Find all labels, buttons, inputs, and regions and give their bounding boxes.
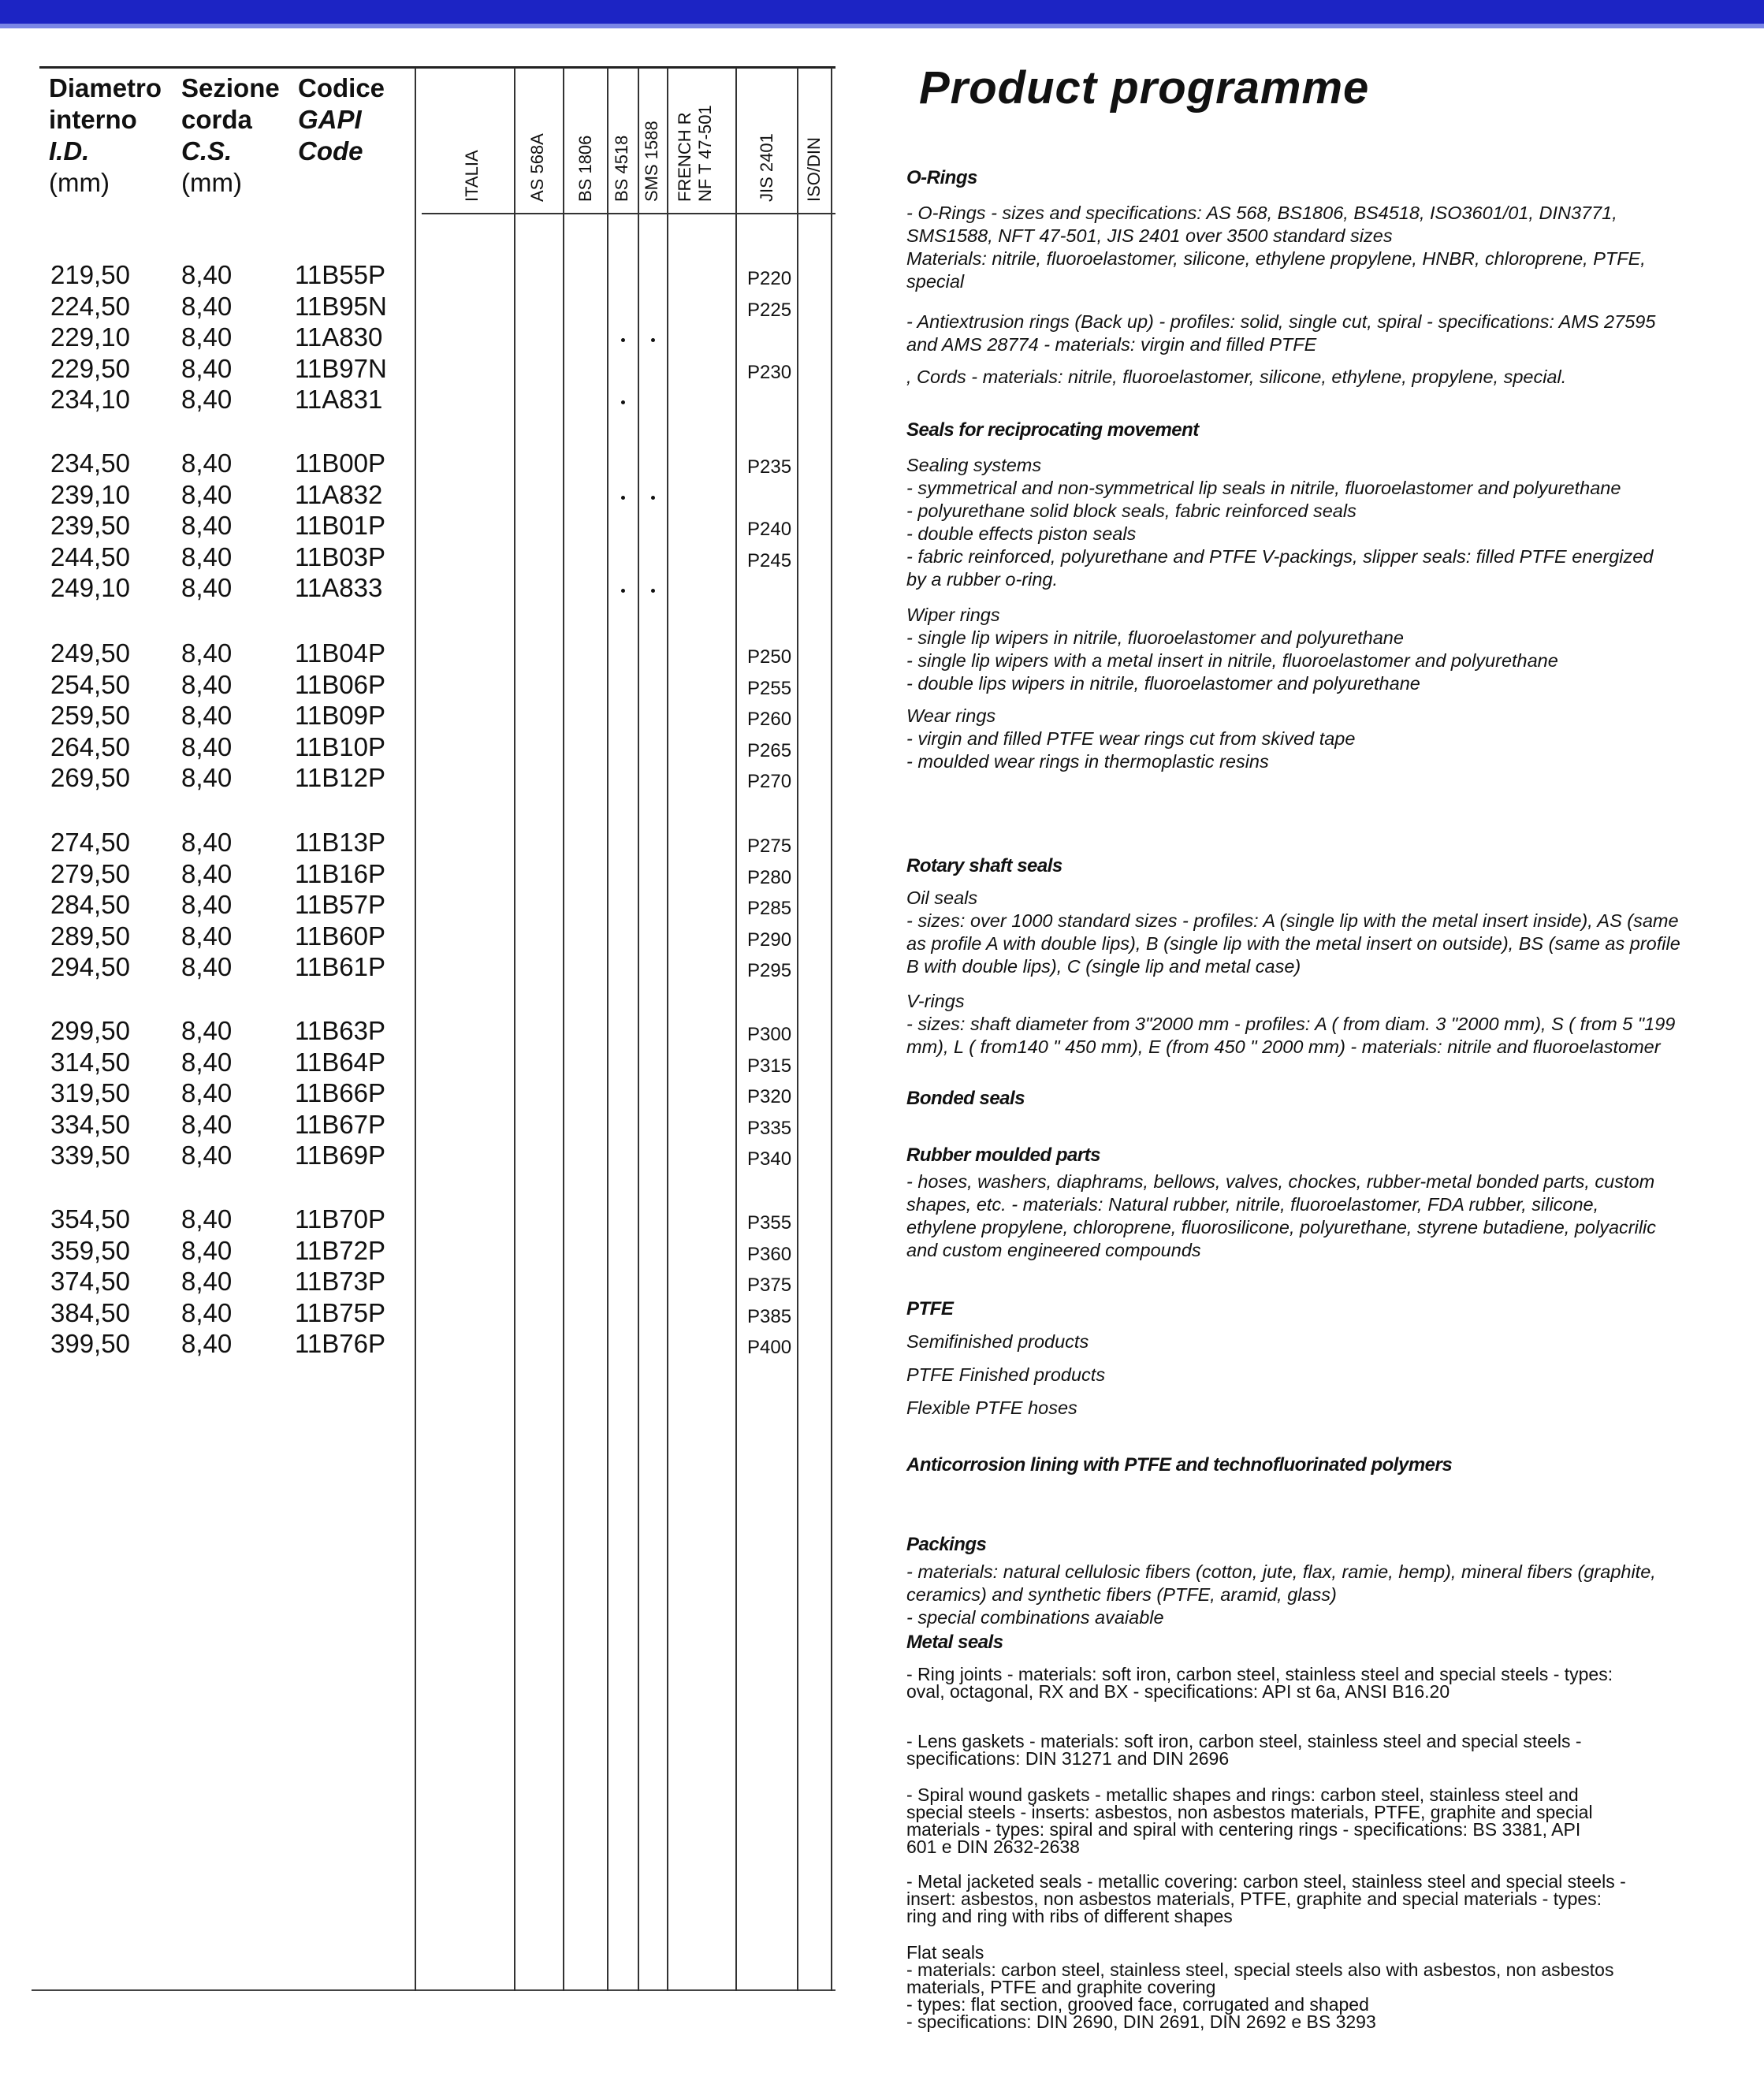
cell-gapi-code: 11B64P bbox=[295, 1047, 385, 1077]
cell-gapi-code: 11B04P bbox=[295, 638, 385, 668]
cell-cross-section: 8,40 bbox=[181, 1297, 233, 1327]
cell-cross-section: 8,40 bbox=[181, 1141, 233, 1170]
cell-gapi-code: 11B69P bbox=[295, 1141, 385, 1170]
cell-jis-2401: P235 bbox=[747, 456, 792, 478]
col-rule bbox=[607, 68, 608, 1991]
cell-inner-diameter: 339,50 bbox=[50, 1141, 130, 1170]
header-sms1588: SMS 1588 bbox=[642, 121, 661, 202]
cell-jis-2401: P255 bbox=[747, 677, 792, 699]
cell-inner-diameter: 289,50 bbox=[50, 921, 130, 951]
section-text: Flexible PTFE hoses bbox=[906, 1397, 1077, 1418]
header-bs4518: BS 4518 bbox=[612, 135, 631, 202]
cell-cross-section: 8,40 bbox=[181, 1047, 233, 1077]
cell-inner-diameter: 244,50 bbox=[50, 541, 130, 571]
cell-inner-diameter: 234,10 bbox=[50, 385, 130, 415]
cell-inner-diameter: 239,50 bbox=[50, 511, 130, 541]
cell-inner-diameter: 229,10 bbox=[50, 322, 130, 352]
cell-gapi-code: 11B73P bbox=[295, 1267, 385, 1297]
cell-inner-diameter: 384,50 bbox=[50, 1297, 130, 1327]
cell-gapi-code: 11B67P bbox=[295, 1109, 385, 1139]
header-jis2401: JIS 2401 bbox=[757, 133, 776, 202]
cell-gapi-code: 11A832 bbox=[295, 479, 383, 509]
cell-inner-diameter: 294,50 bbox=[50, 952, 130, 982]
cell-gapi-code: 11B55P bbox=[295, 260, 385, 289]
section-text: - O-Rings - sizes and specifications: AS 568, BS1806, BS4518, ISO3601/01, DIN3771, SMS1588, NFT 47-501, JIS 2401 over 3500 standard sizes Materials: nitrile, fluoroelastomer, silicone, ethylene propylene, HNBR, chloroprene, PTFE, special bbox=[906, 203, 1646, 292]
cell-gapi-code: 11B13P bbox=[295, 828, 385, 857]
cell-inner-diameter: 319,50 bbox=[50, 1078, 130, 1108]
cell-cross-section: 8,40 bbox=[181, 1109, 233, 1139]
header-bs1806: BS 1806 bbox=[575, 135, 595, 202]
cell-cross-section: 8,40 bbox=[181, 763, 233, 793]
section-heading: Rubber moulded parts bbox=[906, 1144, 1101, 1166]
cell-cross-section: 8,40 bbox=[181, 858, 233, 888]
cell-cross-section: 8,40 bbox=[181, 479, 233, 509]
section-text: - Spiral wound gaskets - metallic shapes and rings: carbon steel, stainless steel and special steels - inserts: asbestos, non asbestos materials, PTFE, graphite and special materials - types: spiral and spiral with centering rings - specifications: BS 3381, API 601 e DIN 2632-2638 bbox=[906, 1784, 1593, 1857]
cell-inner-diameter: 334,50 bbox=[50, 1109, 130, 1139]
cell-gapi-code: 11B60P bbox=[295, 921, 385, 951]
cell-inner-diameter: 374,50 bbox=[50, 1267, 130, 1297]
cell-inner-diameter: 249,50 bbox=[50, 638, 130, 668]
cell-gapi-code: 11A830 bbox=[295, 322, 383, 352]
cell-cross-section: 8,40 bbox=[181, 291, 233, 321]
cell-gapi-code: 11B63P bbox=[295, 1016, 385, 1045]
bs4518-marker bbox=[621, 400, 625, 404]
cell-cross-section: 8,40 bbox=[181, 638, 233, 668]
cell-gapi-code: 11B12P bbox=[295, 763, 385, 793]
cell-cross-section: 8,40 bbox=[181, 260, 233, 289]
cell-inner-diameter: 229,50 bbox=[50, 353, 130, 383]
cell-jis-2401: P385 bbox=[747, 1305, 792, 1327]
header-inner-diameter: Diametro interno I.D. (mm) bbox=[49, 73, 162, 197]
cell-inner-diameter: 399,50 bbox=[50, 1329, 130, 1359]
cell-gapi-code: 11B97N bbox=[295, 353, 387, 383]
cell-inner-diameter: 254,50 bbox=[50, 669, 130, 699]
cell-jis-2401: P400 bbox=[747, 1337, 792, 1359]
cell-jis-2401: P375 bbox=[747, 1275, 792, 1297]
section-text: - Antiextrusion rings (Back up) - profiles: solid, single cut, spiral - specifications: AMS 27595 and AMS 28774 - materials: virgin and filled PTFE bbox=[906, 311, 1656, 355]
cell-jis-2401: P245 bbox=[747, 549, 792, 571]
header-nft47501: NF T 47-501 bbox=[695, 105, 715, 202]
header-french-r: FRENCH R bbox=[675, 112, 694, 202]
cell-cross-section: 8,40 bbox=[181, 1016, 233, 1045]
cell-gapi-code: 11B76P bbox=[295, 1329, 385, 1359]
section-text: - materials: natural cellulosic fibers (cotton, jute, flax, ramie, hemp), mineral fibers (graphite, ceramics) and synthetic fibers (PTFE, aramid, glass) - special combinations avaiable bbox=[906, 1561, 1656, 1628]
cell-inner-diameter: 224,50 bbox=[50, 291, 130, 321]
header-iso-din: ISO/DIN bbox=[804, 137, 824, 202]
cell-jis-2401: P290 bbox=[747, 928, 792, 951]
bs4518-marker bbox=[621, 496, 625, 500]
cell-inner-diameter: 234,50 bbox=[50, 448, 130, 478]
cell-jis-2401: P285 bbox=[747, 898, 792, 920]
section-text: , Cords - materials: nitrile, fluoroelastomer, silicone, ethylene, propylene, special. bbox=[906, 367, 1567, 387]
cell-jis-2401: P230 bbox=[747, 361, 792, 383]
section-heading: Seals for reciprocating movement bbox=[906, 419, 1199, 441]
cell-cross-section: 8,40 bbox=[181, 701, 233, 731]
cell-jis-2401: P265 bbox=[747, 739, 792, 761]
col-rule bbox=[831, 68, 832, 1991]
cell-inner-diameter: 284,50 bbox=[50, 890, 130, 920]
bs4518-marker bbox=[621, 589, 625, 593]
section-heading: Metal seals bbox=[906, 1632, 1003, 1653]
cell-inner-diameter: 249,10 bbox=[50, 573, 130, 603]
cell-gapi-code: 11B75P bbox=[295, 1297, 385, 1327]
cell-gapi-code: 11B66P bbox=[295, 1078, 385, 1108]
sms1588-marker bbox=[651, 338, 655, 342]
cell-cross-section: 8,40 bbox=[181, 385, 233, 415]
cell-inner-diameter: 359,50 bbox=[50, 1235, 130, 1265]
cell-cross-section: 8,40 bbox=[181, 828, 233, 857]
section-heading: Bonded seals bbox=[906, 1088, 1025, 1109]
cell-inner-diameter: 259,50 bbox=[50, 701, 130, 731]
section-text: Wiper rings - single lip wipers in nitrile, fluoroelastomer and polyurethane - single lip wipers with a metal insert in nitrile, fluoroelastomer and polyurethane - double lips wipers in nitrile, fluoroelastomer and polyurethane bbox=[906, 605, 1558, 694]
cell-gapi-code: 11B09P bbox=[295, 701, 385, 731]
col-rule bbox=[735, 68, 737, 1991]
cell-gapi-code: 11B95N bbox=[295, 291, 387, 321]
cell-gapi-code: 11B10P bbox=[295, 731, 385, 761]
cell-jis-2401: P225 bbox=[747, 299, 792, 321]
cell-gapi-code: 11B03P bbox=[295, 541, 385, 571]
cell-gapi-code: 11A831 bbox=[295, 385, 383, 415]
cell-gapi-code: 11B00P bbox=[295, 448, 385, 478]
section-heading: Packings bbox=[906, 1534, 987, 1555]
col-rule bbox=[667, 68, 668, 1991]
cell-cross-section: 8,40 bbox=[181, 921, 233, 951]
table-header-rule bbox=[422, 213, 835, 214]
header-as568a: AS 568A bbox=[527, 133, 547, 202]
cell-jis-2401: P295 bbox=[747, 960, 792, 982]
size-table bbox=[32, 66, 835, 1997]
cell-gapi-code: 11B61P bbox=[295, 952, 385, 982]
cell-inner-diameter: 314,50 bbox=[50, 1047, 130, 1077]
cell-cross-section: 8,40 bbox=[181, 1078, 233, 1108]
cell-cross-section: 8,40 bbox=[181, 731, 233, 761]
bs4518-marker bbox=[621, 338, 625, 342]
cell-inner-diameter: 239,10 bbox=[50, 479, 130, 509]
cell-cross-section: 8,40 bbox=[181, 353, 233, 383]
cell-gapi-code: 11B72P bbox=[295, 1235, 385, 1265]
page-title: Product programme bbox=[919, 62, 1370, 114]
cell-jis-2401: P360 bbox=[747, 1243, 792, 1265]
cell-jis-2401: P260 bbox=[747, 709, 792, 731]
cell-jis-2401: P335 bbox=[747, 1117, 792, 1139]
cell-jis-2401: P220 bbox=[747, 268, 792, 289]
section-heading: Anticorrosion lining with PTFE and technofluorinated polymers bbox=[906, 1454, 1453, 1476]
cell-jis-2401: P275 bbox=[747, 835, 792, 857]
cell-cross-section: 8,40 bbox=[181, 952, 233, 982]
section-heading: Rotary shaft seals bbox=[906, 855, 1062, 876]
cell-cross-section: 8,40 bbox=[181, 1329, 233, 1359]
cell-cross-section: 8,40 bbox=[181, 322, 233, 352]
section-text: Wear rings - virgin and filled PTFE wear rings cut from skived tape - moulded wear rings in thermoplastic resins bbox=[906, 705, 1356, 772]
cell-jis-2401: P250 bbox=[747, 646, 792, 668]
cell-inner-diameter: 274,50 bbox=[50, 828, 130, 857]
table-bottom-rule bbox=[32, 1989, 835, 1991]
col-rule bbox=[797, 68, 798, 1991]
cell-inner-diameter: 354,50 bbox=[50, 1204, 130, 1234]
section-heading: PTFE bbox=[906, 1298, 954, 1319]
header-cross-section: Sezione corda C.S. (mm) bbox=[181, 73, 280, 197]
cell-gapi-code: 11B06P bbox=[295, 669, 385, 699]
cell-jis-2401: P320 bbox=[747, 1086, 792, 1108]
section-text: Semifinished products bbox=[906, 1331, 1089, 1352]
cell-inner-diameter: 299,50 bbox=[50, 1016, 130, 1045]
col-rule bbox=[514, 68, 515, 1991]
cell-inner-diameter: 279,50 bbox=[50, 858, 130, 888]
sms1588-marker bbox=[651, 496, 655, 500]
sms1588-marker bbox=[651, 589, 655, 593]
cell-cross-section: 8,40 bbox=[181, 448, 233, 478]
col-rule bbox=[415, 68, 416, 1991]
cell-inner-diameter: 264,50 bbox=[50, 731, 130, 761]
cell-inner-diameter: 219,50 bbox=[50, 260, 130, 289]
cell-gapi-code: 11B01P bbox=[295, 511, 385, 541]
header-italia: ITALIA bbox=[462, 150, 482, 202]
section-text: V-rings - sizes: shaft diameter from 3"2000 mm - profiles: A ( from diam. 3 "2000 mm), S ( from 5 "199 mm), L ( from140 " 450 mm), E (from 450 " 2000 mm) - materials: nitrile and fluoroelastomer bbox=[906, 991, 1676, 1057]
section-text: Sealing systems - symmetrical and non-symmetrical lip seals in nitrile, fluoroelastomer and polyurethane - polyurethane solid block seals, fabric reinforced seals - double effects piston seals - fabric reinforced, polyurethane and PTFE V-packings, slipper seals: filled PTFE energized by a rubber o-ring. bbox=[906, 455, 1654, 590]
cell-cross-section: 8,40 bbox=[181, 890, 233, 920]
section-text: - hoses, washers, diaphrams, bellows, valves, chockes, rubber-metal bonded parts, custom shapes, etc. - materials: Natural rubber, nitrile, fluoroelastomer, FDA rubber, silicone, ethylene propylene, chloroprene, fluorosilicone, polyurethane, styrene butadiene, polyacrilic and custom engineered compounds bbox=[906, 1171, 1657, 1260]
section-text: Flat seals - materials: carbon steel, stainless steel, special steels also with asbestos, non asbestos materials, PTFE and graphite covering - types: flat section, grooved face, corrugated and shaped - specifications: DIN 2690, DIN 2691, DIN 2692 e BS 3293 bbox=[906, 1942, 1614, 2032]
top-blue-band bbox=[0, 0, 1764, 24]
cell-inner-diameter: 269,50 bbox=[50, 763, 130, 793]
col-rule bbox=[638, 68, 639, 1991]
cell-jis-2401: P270 bbox=[747, 771, 792, 793]
section-text: PTFE Finished products bbox=[906, 1364, 1106, 1385]
cell-jis-2401: P355 bbox=[747, 1212, 792, 1234]
cell-gapi-code: 11B70P bbox=[295, 1204, 385, 1234]
section-text: - Ring joints - materials: soft iron, carbon steel, stainless steel and special steels - types: oval, octagonal, RX and BX - specifications: API st 6a, ANSI B16.20 bbox=[906, 1664, 1613, 1702]
section-text: - Lens gaskets - materials: soft iron, carbon steel, stainless steel and special steels - specifications: DIN 31271 and DIN 2696 bbox=[906, 1731, 1582, 1769]
cell-cross-section: 8,40 bbox=[181, 1267, 233, 1297]
cell-gapi-code: 11B16P bbox=[295, 858, 385, 888]
cell-jis-2401: P280 bbox=[747, 866, 792, 888]
cell-jis-2401: P240 bbox=[747, 519, 792, 541]
cell-cross-section: 8,40 bbox=[181, 669, 233, 699]
cell-cross-section: 8,40 bbox=[181, 511, 233, 541]
col-rule bbox=[563, 68, 564, 1991]
section-heading: O-Rings bbox=[906, 167, 977, 188]
section-text: Oil seals - sizes: over 1000 standard sizes - profiles: A (single lip with the metal insert inside), AS (same as profile A with double lips), B (single lip with the metal insert on outside), BS (same as profile B with double lips), C (single lip and metal case) bbox=[906, 888, 1680, 977]
cell-jis-2401: P315 bbox=[747, 1055, 792, 1077]
cell-cross-section: 8,40 bbox=[181, 541, 233, 571]
cell-cross-section: 8,40 bbox=[181, 573, 233, 603]
cell-jis-2401: P340 bbox=[747, 1148, 792, 1170]
section-text: - Metal jacketed seals - metallic covering: carbon steel, stainless steel and special steels - insert: asbestos, non asbestos materials, PTFE, graphite and special materials - types: ring and ring with ribs of different shapes bbox=[906, 1871, 1626, 1926]
cell-cross-section: 8,40 bbox=[181, 1235, 233, 1265]
cell-gapi-code: 11A833 bbox=[295, 573, 383, 603]
header-gapi-code: Codice GAPI Code bbox=[298, 73, 385, 166]
cell-jis-2401: P300 bbox=[747, 1024, 792, 1045]
cell-cross-section: 8,40 bbox=[181, 1204, 233, 1234]
table-top-rule bbox=[39, 66, 835, 69]
cell-gapi-code: 11B57P bbox=[295, 890, 385, 920]
